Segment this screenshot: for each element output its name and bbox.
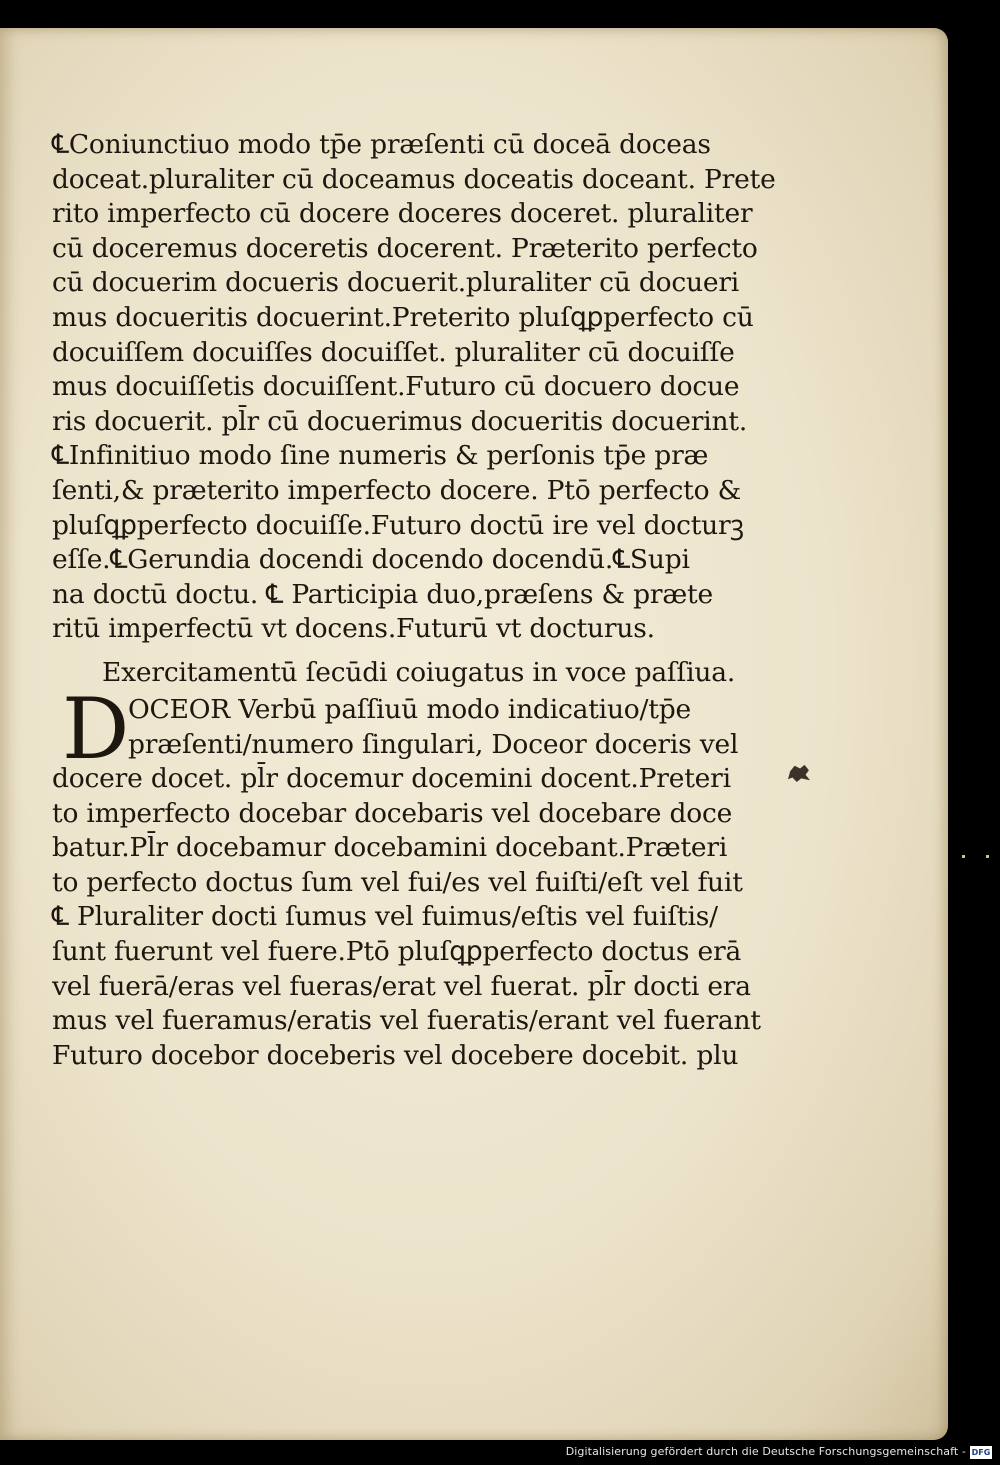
text-line: na doctū doctu. ℄ Participia duo,præſens & præte bbox=[52, 578, 713, 610]
text-line: vel fuerā/eras vel fueras/erat vel fuerat. pl̄r docti era bbox=[52, 970, 751, 1002]
dfg-logo: DFG bbox=[971, 1448, 991, 1457]
text-line: ℄Infinitiuo modo ſine numeris & perſonis tp̄e præ bbox=[52, 440, 709, 472]
text-line: ris docuerit. pl̄r cū docuerimus docueritis docuerint. bbox=[52, 405, 748, 437]
edge-mark bbox=[962, 855, 965, 858]
text-line: cū doceremus doceretis docerent. Præterito perfecto bbox=[52, 232, 758, 264]
drop-cap-row bbox=[52, 728, 782, 763]
text-line: mus vel fueramus/eratis vel fueratis/erant vel fuerant bbox=[52, 1005, 761, 1037]
section-heading: Exercitamentū ſecūdi coiugatus in voce paſſiua. bbox=[102, 656, 736, 688]
text-line: cū docuerim docueris docuerit.pluraliter cū docueri bbox=[52, 267, 740, 299]
text-line: ℄ Pluraliter docti ſumus vel fuimus/eſtis vel fuiſtis/ bbox=[52, 901, 718, 933]
drop-cap: D bbox=[62, 679, 130, 778]
text-line: pluſꝗꝑperfecto docuiſſe.Futuro doctū ire vel docturꝫ bbox=[52, 509, 744, 541]
text-line: doceat.pluraliter cū doceamus doceatis doceant. Prete bbox=[52, 163, 776, 195]
text-line: præſenti/numero ſingulari, Doceor doceris vel bbox=[128, 728, 739, 760]
text-line: ſenti,& præterito imperfecto docere. Ptō perfecto & bbox=[52, 474, 741, 506]
text-line: docuiſſem docuiſſes docuiſſet. pluraliter cū docuiſſe bbox=[52, 336, 735, 368]
digitization-credit: Digitalisierung gefördert durch die Deutsche Forschungsgemeinschaft - bbox=[565, 1445, 966, 1458]
text-line: batur.Pl̄r docebamur docebamini docebant.Præteri bbox=[52, 832, 728, 864]
text-line: mus docuiſſetis docuiſſent.Futuro cū docuero docue bbox=[52, 371, 740, 403]
ink-blot bbox=[788, 764, 810, 782]
text-line: eſſe.℄Gerundia docendi docendo docendū.℄Supi bbox=[52, 544, 690, 576]
text-line: ſunt fuerunt vel fuere.Ptō pluſꝗꝑperfecto doctus erā bbox=[52, 936, 742, 968]
text-line: OCEOR Verbū paſſiuū modo indicatiuo/tp̄e bbox=[128, 693, 691, 725]
text-line: Futuro docebor doceberis vel docebere docebit. plu bbox=[52, 1039, 739, 1071]
text-block bbox=[52, 128, 782, 1073]
text-line: to imperfecto docebar docebaris vel docebare doce bbox=[52, 797, 733, 829]
text-line: ℄Coniunctiuo modo tp̄e præſenti cū doceā doceas bbox=[52, 129, 711, 160]
text-line: to perfecto doctus ſum vel fui/es vel fuiſti/eſt vel fuit bbox=[52, 866, 743, 898]
text-line: mus docueritis docuerint.Preterito pluſꝗꝑperfecto cū bbox=[52, 301, 754, 333]
manuscript-page bbox=[0, 28, 948, 1440]
text-line: ritū imperfectū vt docens.Futurū vt docturus. bbox=[52, 613, 655, 645]
text-line: rito imperfecto cū docere doceres doceret. pluraliter bbox=[52, 198, 753, 230]
edge-mark bbox=[986, 855, 989, 858]
text-line: docere docet. pl̄r docemur docemini docent.Preteri bbox=[52, 763, 731, 795]
